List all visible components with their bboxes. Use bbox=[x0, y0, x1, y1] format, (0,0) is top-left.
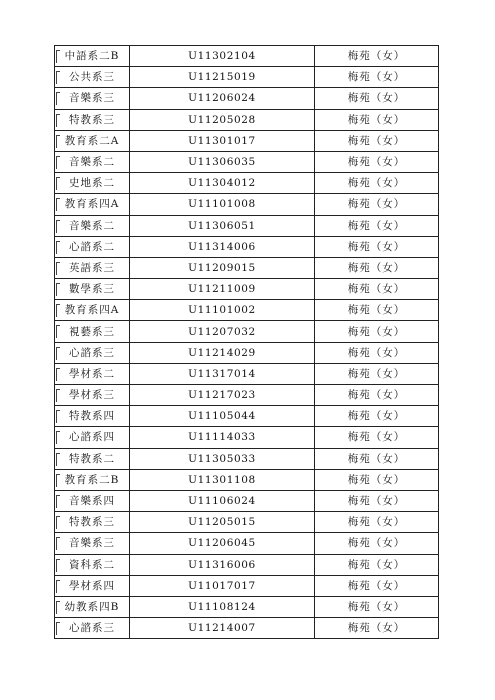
scan-artifact-mark bbox=[56, 92, 60, 105]
dormitory-cell: 梅苑（女） bbox=[315, 194, 439, 215]
scan-artifact-mark bbox=[56, 156, 60, 169]
dormitory-cell: 梅苑（女） bbox=[315, 88, 439, 109]
department-text: 學材系三 bbox=[69, 389, 115, 402]
table-row bbox=[55, 533, 439, 554]
student-id-cell: U11206045 bbox=[130, 533, 315, 554]
dormitory-cell: 梅苑（女） bbox=[315, 363, 439, 384]
department-cell bbox=[55, 88, 130, 109]
student-id-cell: U11215019 bbox=[130, 67, 315, 88]
scan-artifact-mark bbox=[56, 410, 60, 423]
scan-artifact-mark bbox=[56, 474, 60, 487]
department-cell bbox=[55, 618, 130, 639]
scan-artifact-mark bbox=[56, 516, 60, 529]
student-id-cell: U11317014 bbox=[130, 363, 315, 384]
scan-artifact-mark bbox=[56, 241, 60, 254]
table-row bbox=[55, 109, 439, 130]
department-text: 資科系二 bbox=[69, 558, 115, 571]
scan-artifact-mark bbox=[56, 580, 60, 593]
student-id-cell: U11114033 bbox=[130, 427, 315, 448]
table-row bbox=[55, 194, 439, 215]
table-row bbox=[55, 173, 439, 194]
student-id-cell: U11306035 bbox=[130, 151, 315, 172]
dormitory-cell: 梅苑（女） bbox=[315, 533, 439, 554]
student-id-cell: U11301017 bbox=[130, 130, 315, 151]
department-text: 特教系二 bbox=[69, 452, 115, 465]
student-id-cell: U11101008 bbox=[130, 194, 315, 215]
department-cell bbox=[55, 46, 130, 67]
dormitory-cell: 梅苑（女） bbox=[315, 469, 439, 490]
table-row bbox=[55, 596, 439, 617]
table-row bbox=[55, 342, 439, 363]
student-id-cell: U11214007 bbox=[130, 618, 315, 639]
student-id-cell: U11205015 bbox=[130, 512, 315, 533]
department-text: 心諮系四 bbox=[69, 431, 115, 444]
student-id-cell: U11217023 bbox=[130, 385, 315, 406]
table-row bbox=[55, 427, 439, 448]
dormitory-cell: 梅苑（女） bbox=[315, 130, 439, 151]
department-text: 音樂系二 bbox=[69, 156, 115, 169]
department-cell bbox=[55, 512, 130, 533]
department-cell bbox=[55, 533, 130, 554]
department-text: 特教系三 bbox=[69, 516, 115, 529]
department-text: 音樂系三 bbox=[69, 537, 115, 550]
department-cell bbox=[55, 321, 130, 342]
student-id-cell: U11316006 bbox=[130, 554, 315, 575]
department-text: 公共系三 bbox=[69, 71, 115, 84]
dormitory-cell: 梅苑（女） bbox=[315, 300, 439, 321]
table-row bbox=[55, 279, 439, 300]
table-row bbox=[55, 130, 439, 151]
department-text: 心諮系三 bbox=[69, 346, 115, 359]
dormitory-cell: 梅苑（女） bbox=[315, 257, 439, 278]
dormitory-cell: 梅苑（女） bbox=[315, 448, 439, 469]
dormitory-cell: 梅苑（女） bbox=[315, 385, 439, 406]
dormitory-cell: 梅苑（女） bbox=[315, 151, 439, 172]
table-row bbox=[55, 512, 439, 533]
department-text: 特教系四 bbox=[69, 410, 115, 423]
scan-artifact-mark bbox=[56, 114, 60, 127]
scan-artifact-mark bbox=[56, 601, 60, 614]
department-cell bbox=[55, 236, 130, 257]
dormitory-cell: 梅苑（女） bbox=[315, 342, 439, 363]
table-row bbox=[55, 363, 439, 384]
table-row bbox=[55, 490, 439, 511]
scan-artifact-mark bbox=[56, 453, 60, 466]
table-body bbox=[55, 46, 439, 639]
department-text: 心諮系三 bbox=[69, 622, 115, 635]
student-id-cell: U11302104 bbox=[130, 46, 315, 67]
scan-artifact-mark bbox=[56, 220, 60, 233]
scan-artifact-mark bbox=[56, 368, 60, 381]
student-id-cell: U11306051 bbox=[130, 215, 315, 236]
table-row bbox=[55, 215, 439, 236]
scan-artifact-mark bbox=[56, 495, 60, 508]
dormitory-cell: 梅苑（女） bbox=[315, 109, 439, 130]
department-cell bbox=[55, 257, 130, 278]
student-id-cell: U11206024 bbox=[130, 88, 315, 109]
table-row bbox=[55, 67, 439, 88]
dormitory-cell: 梅苑（女） bbox=[315, 279, 439, 300]
department-text: 英語系三 bbox=[69, 261, 115, 274]
scan-artifact-mark bbox=[56, 431, 60, 444]
department-cell bbox=[55, 215, 130, 236]
department-cell bbox=[55, 279, 130, 300]
dormitory-cell: 梅苑（女） bbox=[315, 321, 439, 342]
student-id-cell: U11305033 bbox=[130, 448, 315, 469]
department-cell bbox=[55, 342, 130, 363]
dormitory-cell: 梅苑（女） bbox=[315, 512, 439, 533]
student-id-cell: U11209015 bbox=[130, 257, 315, 278]
department-text: 視藝系三 bbox=[69, 325, 115, 338]
table-row bbox=[55, 385, 439, 406]
dormitory-cell: 梅苑（女） bbox=[315, 427, 439, 448]
scan-artifact-mark bbox=[56, 304, 60, 317]
department-text: 教育系二A bbox=[64, 134, 120, 147]
table-row bbox=[55, 321, 439, 342]
scan-artifact-mark bbox=[56, 177, 60, 190]
department-text: 幼教系四B bbox=[64, 600, 120, 613]
scan-artifact-mark bbox=[56, 389, 60, 402]
department-cell bbox=[55, 300, 130, 321]
scan-artifact-mark bbox=[56, 262, 60, 275]
table-row bbox=[55, 151, 439, 172]
table-row bbox=[55, 300, 439, 321]
student-id-cell: U11105044 bbox=[130, 406, 315, 427]
scan-artifact-mark bbox=[56, 71, 60, 84]
department-text: 音樂系四 bbox=[69, 495, 115, 508]
department-text: 數學系三 bbox=[69, 283, 115, 296]
department-cell bbox=[55, 130, 130, 151]
department-cell bbox=[55, 173, 130, 194]
dormitory-cell: 梅苑（女） bbox=[315, 596, 439, 617]
dormitory-cell: 梅苑（女） bbox=[315, 67, 439, 88]
department-cell bbox=[55, 363, 130, 384]
table-row bbox=[55, 575, 439, 596]
department-cell bbox=[55, 385, 130, 406]
dormitory-cell: 梅苑（女） bbox=[315, 173, 439, 194]
scan-artifact-mark bbox=[56, 537, 60, 550]
department-cell bbox=[55, 406, 130, 427]
table-row bbox=[55, 469, 439, 490]
department-cell bbox=[55, 151, 130, 172]
dormitory-cell: 梅苑（女） bbox=[315, 406, 439, 427]
scan-artifact-mark bbox=[56, 198, 60, 211]
student-id-cell: U11101002 bbox=[130, 300, 315, 321]
department-text: 音樂系二 bbox=[69, 219, 115, 232]
dormitory-assignment-table bbox=[54, 45, 439, 639]
student-id-cell: U11207032 bbox=[130, 321, 315, 342]
dormitory-cell: 梅苑（女） bbox=[315, 236, 439, 257]
department-cell bbox=[55, 490, 130, 511]
dormitory-cell: 梅苑（女） bbox=[315, 618, 439, 639]
dormitory-cell: 梅苑（女） bbox=[315, 490, 439, 511]
scan-artifact-mark bbox=[56, 283, 60, 296]
dormitory-cell: 梅苑（女） bbox=[315, 46, 439, 67]
scan-artifact-mark bbox=[56, 559, 60, 572]
scan-artifact-mark bbox=[56, 347, 60, 360]
table-row bbox=[55, 406, 439, 427]
table-row bbox=[55, 46, 439, 67]
table-row bbox=[55, 448, 439, 469]
student-id-cell: U11301108 bbox=[130, 469, 315, 490]
department-text: 心諮系二 bbox=[69, 240, 115, 253]
table-row bbox=[55, 88, 439, 109]
department-cell bbox=[55, 575, 130, 596]
department-cell bbox=[55, 109, 130, 130]
student-id-cell: U11108124 bbox=[130, 596, 315, 617]
dormitory-cell: 梅苑（女） bbox=[315, 215, 439, 236]
scan-artifact-mark bbox=[56, 325, 60, 338]
scan-artifact-mark bbox=[56, 50, 60, 63]
student-id-cell: U11211009 bbox=[130, 279, 315, 300]
table-row bbox=[55, 236, 439, 257]
department-text: 中語系二B bbox=[64, 50, 120, 63]
department-text: 教育系四A bbox=[64, 198, 120, 211]
department-cell bbox=[55, 469, 130, 490]
department-cell bbox=[55, 554, 130, 575]
student-id-cell: U11017017 bbox=[130, 575, 315, 596]
department-text: 史地系二 bbox=[69, 177, 115, 190]
student-id-cell: U11214029 bbox=[130, 342, 315, 363]
department-cell bbox=[55, 596, 130, 617]
department-text: 教育系二B bbox=[64, 473, 120, 486]
scan-artifact-mark bbox=[56, 622, 60, 635]
department-cell bbox=[55, 448, 130, 469]
table-row bbox=[55, 257, 439, 278]
table-row bbox=[55, 554, 439, 575]
department-text: 音樂系三 bbox=[69, 92, 115, 105]
table-row bbox=[55, 618, 439, 639]
scan-artifact-mark bbox=[56, 135, 60, 148]
student-id-cell: U11304012 bbox=[130, 173, 315, 194]
student-id-cell: U11314006 bbox=[130, 236, 315, 257]
department-text: 學材系四 bbox=[69, 579, 115, 592]
department-cell bbox=[55, 67, 130, 88]
dormitory-cell: 梅苑（女） bbox=[315, 554, 439, 575]
department-text: 學材系二 bbox=[69, 367, 115, 380]
department-cell bbox=[55, 194, 130, 215]
department-text: 教育系四A bbox=[64, 304, 120, 317]
student-id-cell: U11106024 bbox=[130, 490, 315, 511]
department-text: 特教系三 bbox=[69, 113, 115, 126]
student-id-cell: U11205028 bbox=[130, 109, 315, 130]
dormitory-cell: 梅苑（女） bbox=[315, 575, 439, 596]
department-cell bbox=[55, 427, 130, 448]
